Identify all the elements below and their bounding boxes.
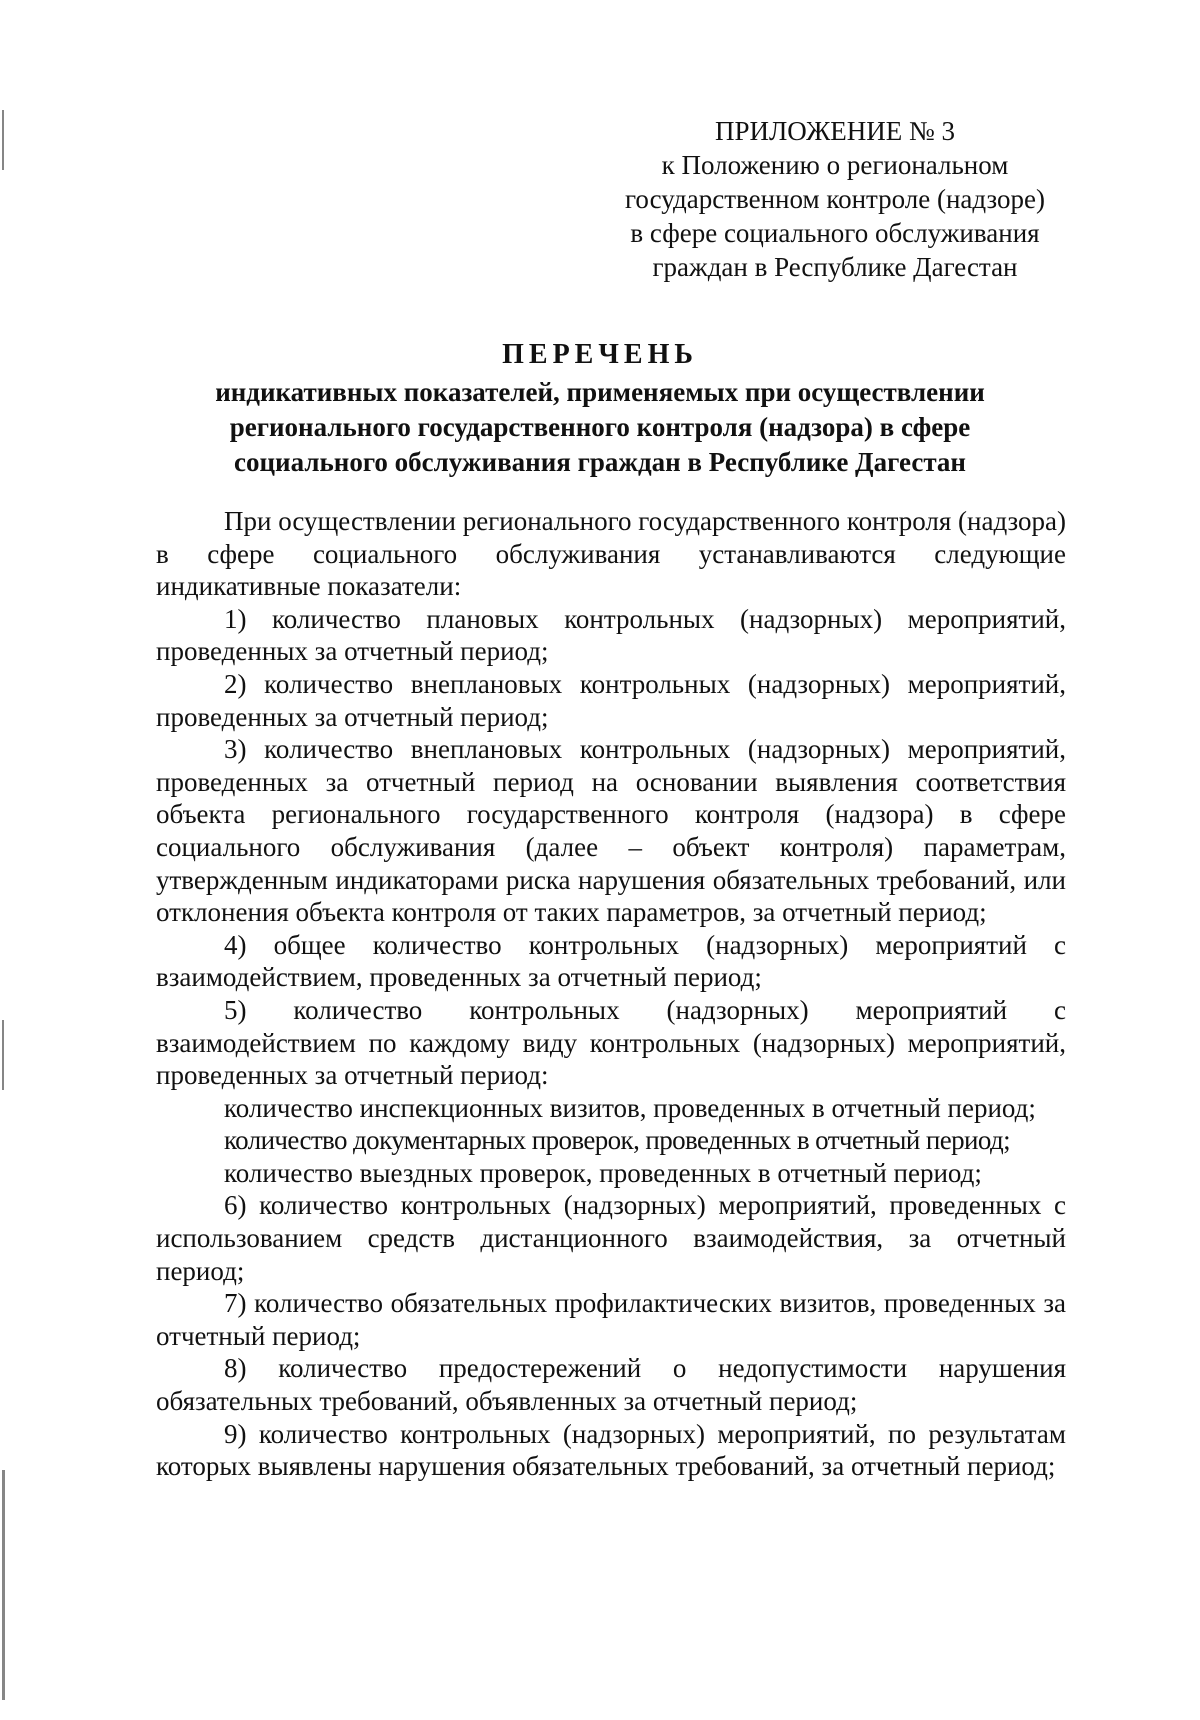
list-item-5-sub-inspection: количество инспекционных визитов, проведенных в отчетный период; [224, 1092, 1036, 1123]
list-item-6: 6) количество контрольных (надзорных) мероприятий, проведенных с использованием средств дистанционного взаимодействия, за отчетный период; [156, 1190, 1066, 1286]
scan-edge-mark [2, 110, 4, 170]
list-item-5-sub-onsite: количество выездных проверок, проведенных в отчетный период; [224, 1157, 982, 1188]
appendix-reference-line: к Положению о региональном [661, 150, 1009, 180]
list-item-8: 8) количество предостережений о недопустимости нарушения обязательных требований, объявленных за отчетный период; [156, 1353, 1066, 1417]
appendix-reference-line: в сфере социального обслуживания [630, 218, 1040, 248]
appendix-number: ПРИЛОЖЕНИЕ № 3 [714, 116, 956, 146]
appendix-reference-line: граждан в Республике Дагестан [652, 252, 1018, 282]
appendix-header [600, 114, 1070, 284]
list-item-2: 2) количество внеплановых контрольных (надзорных) мероприятий, проведенных за отчетный период; [156, 668, 1066, 732]
list-item-9: 9) количество контрольных (надзорных) мероприятий, по результатам которых выявлены нарушения обязательных требований, за отчетный период; [156, 1418, 1066, 1482]
document-subtitle [150, 375, 1050, 480]
list-item-3: 3) количество внеплановых контрольных (надзорных) мероприятий, проведенных за отчетный период на основании выявления соответствия объекта регионального государственного контроля (надзора) в сфере социального обслуживания (далее – объект контроля) параметрам, утвержденным индикаторами риска нарушения обязательных требований, или отклонения объекта контроля от таких параметров, за отчетный период; [156, 734, 1066, 928]
list-item-5: 5) количество контрольных (надзорных) мероприятий с взаимодействием по каждому виду контрольных (надзорных) мероприятий, проведенных за отчетный период: [156, 994, 1066, 1091]
list-item-1: 1) количество плановых контрольных (надзорных) мероприятий, проведенных за отчетный период; [156, 603, 1066, 667]
subtitle-line: индикативных показателей, применяемых при осуществлении [215, 377, 985, 407]
list-item-7: 7) количество обязательных профилактических визитов, проведенных за отчетный период; [156, 1288, 1066, 1351]
appendix-reference-line: государственном контроле (надзоре) [625, 184, 1045, 214]
subtitle-line: социального обслуживания граждан в Республике Дагестан [234, 447, 966, 477]
document-title: ПЕРЕЧЕНЬ [502, 339, 698, 370]
list-item-4: 4) общее количество контрольных (надзорных) мероприятий с взаимодействием, проведенных за отчетный период; [156, 929, 1066, 993]
document-body [156, 505, 1066, 1483]
list-item-5-sub-documentary: количество документарных проверок, проведенных в отчетный период; [224, 1125, 1010, 1156]
scan-edge-mark [2, 1020, 4, 1090]
subtitle-line: регионального государственного контроля (надзора) в сфере [229, 412, 971, 442]
scan-edge-mark [2, 1470, 5, 1700]
intro-paragraph: При осуществлении регионального государственного контроля (надзора) в сфере социального обслуживания устанавливаются следующие индикативные показатели: [156, 506, 1066, 602]
